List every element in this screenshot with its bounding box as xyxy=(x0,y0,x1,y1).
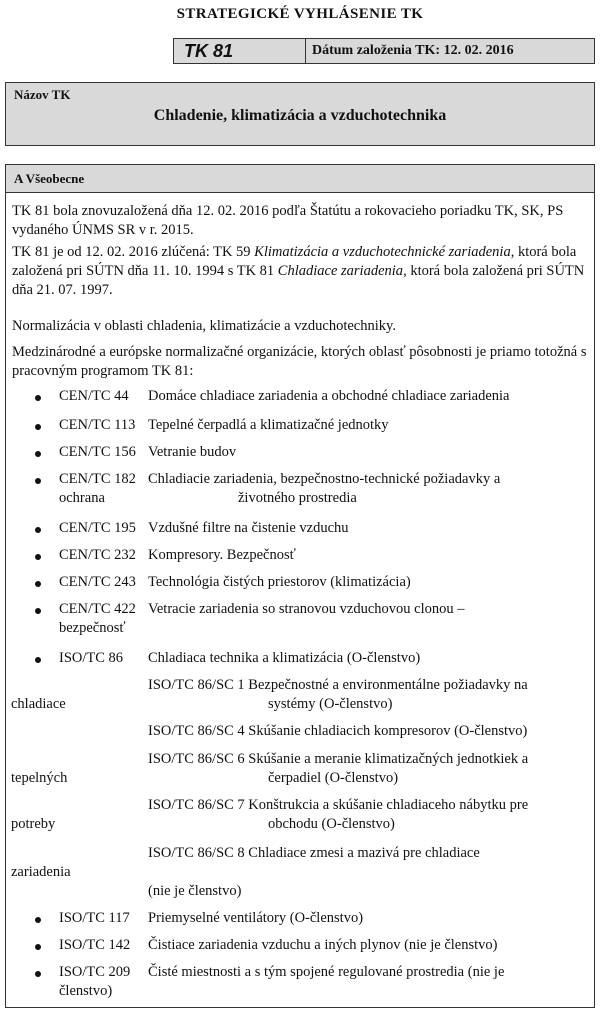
subcommittee-wrap: potreby xyxy=(11,816,56,832)
bullet-icon xyxy=(35,554,41,560)
tk-name-value: Chladenie, klimatizácia a vzduchotechnika xyxy=(153,107,447,124)
subcommittee-line: (nie je členstvo) xyxy=(148,883,242,899)
bullet-icon xyxy=(35,917,41,923)
list-item-code: CEN/TC 182 xyxy=(59,471,136,487)
list-item-code: ISO/TC 142 xyxy=(59,937,131,953)
list-item-text: Vzdušné filtre na čistenie vzduchu xyxy=(148,520,349,536)
list-item-code: CEN/TC 422 xyxy=(59,601,136,617)
bullet-icon xyxy=(35,451,41,457)
list-item-code: CEN/TC 156 xyxy=(59,444,136,460)
tk-number: TK 81 xyxy=(174,39,306,63)
list-item-code: CEN/TC 113 xyxy=(59,417,136,433)
tk-name-box xyxy=(5,82,595,146)
subcommittee-wrap: zariadenia xyxy=(11,864,71,880)
bullet-icon xyxy=(35,395,41,401)
list-item-text: členstvo) xyxy=(59,983,113,999)
list-item-text: životného prostredia xyxy=(238,490,357,506)
paragraph-merge: TK 81 je od 12. 02. 2016 zlúčená: TK 59 Klimatizácia a vzduchotechnické zariadenia, ktorá bola založená pri SÚTN dňa 11. 10. 1994 s TK 81 Chladiace zariadenia, ktorá bola založená pri SÚTN dňa 21. 07. 1997. xyxy=(12,244,585,298)
bullet-icon xyxy=(35,478,41,484)
list-item-text: Tepelné čerpadlá a klimatizačné jednotky xyxy=(148,417,389,433)
bullet-icon xyxy=(35,971,41,977)
section-a-heading: A Všeobecne xyxy=(14,171,85,186)
subcommittee-line: ISO/TC 86/SC 7 Konštrukcia a skúšanie chladiaceho nábytku pre xyxy=(148,797,529,813)
bullet-icon xyxy=(35,657,41,663)
bullet-icon xyxy=(35,944,41,950)
paragraph-founding: TK 81 bola znovuzaložená dňa 12. 02. 2016 podľa Štatútu a rokovacieho poriadku TK, SK, PS vydaného ÚNMS SR v r. 2015. xyxy=(12,203,564,238)
list-item-text: Čistiace zariadenia vzduchu a iných plynov (nie je členstvo) xyxy=(148,937,498,953)
tk-info-box xyxy=(173,38,595,64)
list-item-text: Technológia čistých priestorov (klimatizácia) xyxy=(148,574,411,590)
list-item-code: ISO/TC 86 xyxy=(59,650,124,666)
bullet-icon xyxy=(35,527,41,533)
list-item-text: Vetranie budov xyxy=(148,444,237,460)
list-item-text: Kompresory. Bezpečnosť xyxy=(148,547,296,563)
list-item-text: Čisté miestnosti a s tým spojené regulované prostredia (nie je xyxy=(148,964,505,980)
subcommittee-line: ISO/TC 86/SC 8 Chladiace zmesi a mazivá pre chladiace xyxy=(148,845,480,861)
section-a xyxy=(5,164,595,1008)
subcommittee-line: ISO/TC 86/SC 4 Skúšanie chladiacich kompresorov (O-členstvo) xyxy=(148,723,528,739)
paragraph-scope: Normalizácia v oblasti chladenia, klimatizácie a vzduchotechniky. xyxy=(12,318,396,334)
list-item-text: Chladiaca technika a klimatizácia (O-členstvo) xyxy=(148,650,421,666)
section-a-header xyxy=(6,165,594,193)
list-item-text: ochrana xyxy=(59,490,105,506)
bullet-icon xyxy=(35,608,41,614)
subcommittee-line: ISO/TC 86/SC 6 Skúšanie a meranie klimatizačných jednotkiek a xyxy=(148,751,529,767)
list-item-text: Domáce chladiace zariadenia a obchodné chladiace zariadenia xyxy=(148,388,510,404)
list-item-code: CEN/TC 44 xyxy=(59,388,129,404)
tk-name-label: Názov TK xyxy=(14,87,71,102)
list-item-text: Priemyselné ventilátory (O-členstvo) xyxy=(148,910,364,926)
list-item-code: ISO/TC 117 xyxy=(59,910,130,926)
subcommittee-line: obchodu (O-členstvo) xyxy=(268,816,395,832)
subcommittee-wrap: tepelných xyxy=(11,770,68,786)
tk-date: Dátum založenia TK: 12. 02. 2016 xyxy=(312,43,514,58)
list-item-text: Chladiacie zariadenia, bezpečnostno-technické požiadavky a xyxy=(148,471,501,487)
subcommittee-line: čerpadiel (O-členstvo) xyxy=(268,770,399,786)
paragraph-organizations: Medzinárodné a európske normalizačné organizácie, ktorých oblasť pôsobnosti je priamo totožná s pracovným programom TK 81: xyxy=(12,344,587,379)
subcommittee-line: systémy (O-členstvo) xyxy=(268,696,393,712)
list-item-text: Vetracie zariadenia so stranovou vzduchovou clonou – xyxy=(148,601,465,617)
bullet-icon xyxy=(35,424,41,430)
subcommittee-line: ISO/TC 86/SC 1 Bezpečnostné a environmentálne požiadavky na xyxy=(148,677,528,693)
list-item-code: CEN/TC 243 xyxy=(59,574,136,590)
list-item-code: CEN/TC 232 xyxy=(59,547,136,563)
list-item-text: bezpečnosť xyxy=(59,620,126,636)
subcommittee-wrap: chladiace xyxy=(11,696,66,712)
list-item-code: CEN/TC 195 xyxy=(59,520,136,536)
page-title: STRATEGICKÉ VYHLÁSENIE TK xyxy=(176,6,424,22)
list-item-code: ISO/TC 209 xyxy=(59,964,131,980)
bullet-icon xyxy=(35,581,41,587)
